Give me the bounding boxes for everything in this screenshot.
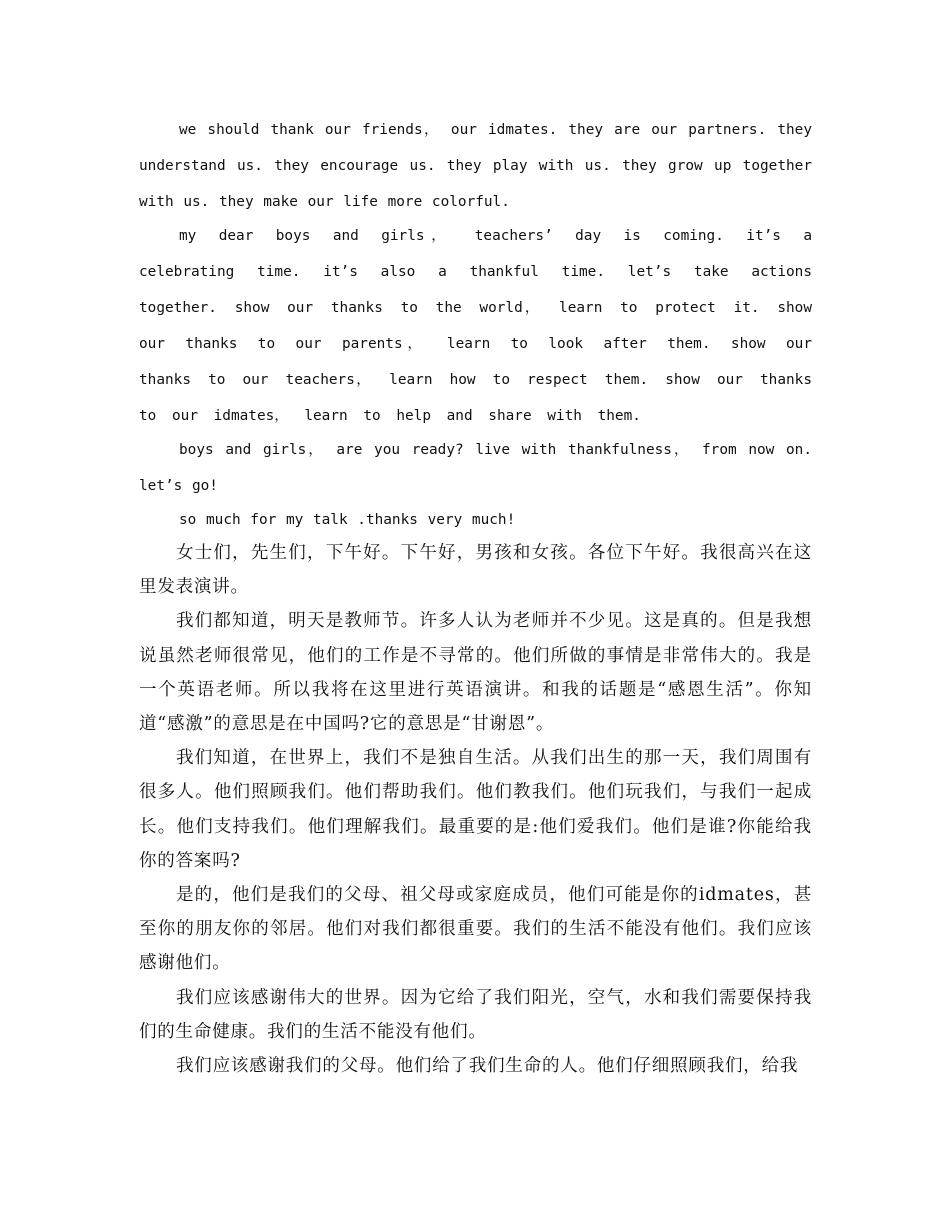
paragraph-zh-1: 女士们，先生们，下午好。下午好，男孩和女孩。各位下午好。我很高兴在这里发表演讲。 [139, 543, 812, 598]
paragraph-en-1: we should thank our friends， our idmates. they are our partners. they understand us. they encourage us. they play with us. they grow up together with us. they make our life more colorful. [139, 122, 812, 210]
paragraph-en-3: boys and girls， are you ready? live with thankfulness， from now on. let’s go! [139, 442, 812, 494]
paragraph-en-4: so much for my talk .thanks very much! [179, 512, 516, 528]
document-page [139, 112, 812, 1083]
paragraph-zh-6: 我们应该感谢我们的父母。他们给了我们生命的人。他们仔细照顾我们，给我 [176, 1056, 799, 1077]
paragraph-zh-5: 我们应该感谢伟大的世界。因为它给了我们阳光，空气，水和我们需要保持我们的生命健康。我们的生活不能没有他们。 [139, 987, 812, 1042]
paragraph-zh-2: 我们都知道，明天是教师节。许多人认为老师并不少见。这是真的。但是我想说虽然老师很常见，他们的工作是不寻常的。他们所做的事情是非常伟大的。我是一个英语老师。所以我将在这里进行英语演讲。和我的话题是“感恩生活”。你知道“感激”的意思是在中国吗?它的意思是“甘谢恩”。 [139, 611, 812, 735]
paragraph-zh-3: 我们知道，在世界上，我们不是独自生活。从我们出生的那一天，我们周围有很多人。他们照顾我们。他们帮助我们。他们教我们。他们玩我们，与我们一起成长。他们支持我们。他们理解我们。最重要的是:他们爱我们。他们是谁?你能给我你的答案吗? [139, 748, 812, 871]
paragraph-zh-4: 是的，他们是我们的父母、祖父母或家庭成员，他们可能是你的idmates，甚至你的朋友你的邻居。他们对我们都很重要。我们的生活不能没有他们。我们应该感谢他们。 [139, 885, 812, 974]
paragraph-en-2: my dear boys and girls， teachers’ day is coming. it’s a celebrating time. it’s also a thankful time. let’s take actions together. show our thanks to the world， learn to protect it. show our thanks to our parents， learn to look after them. show our thanks to our teachers， learn how to respect them. show our thanks to our idmates， learn to help and share with them. [139, 228, 812, 424]
